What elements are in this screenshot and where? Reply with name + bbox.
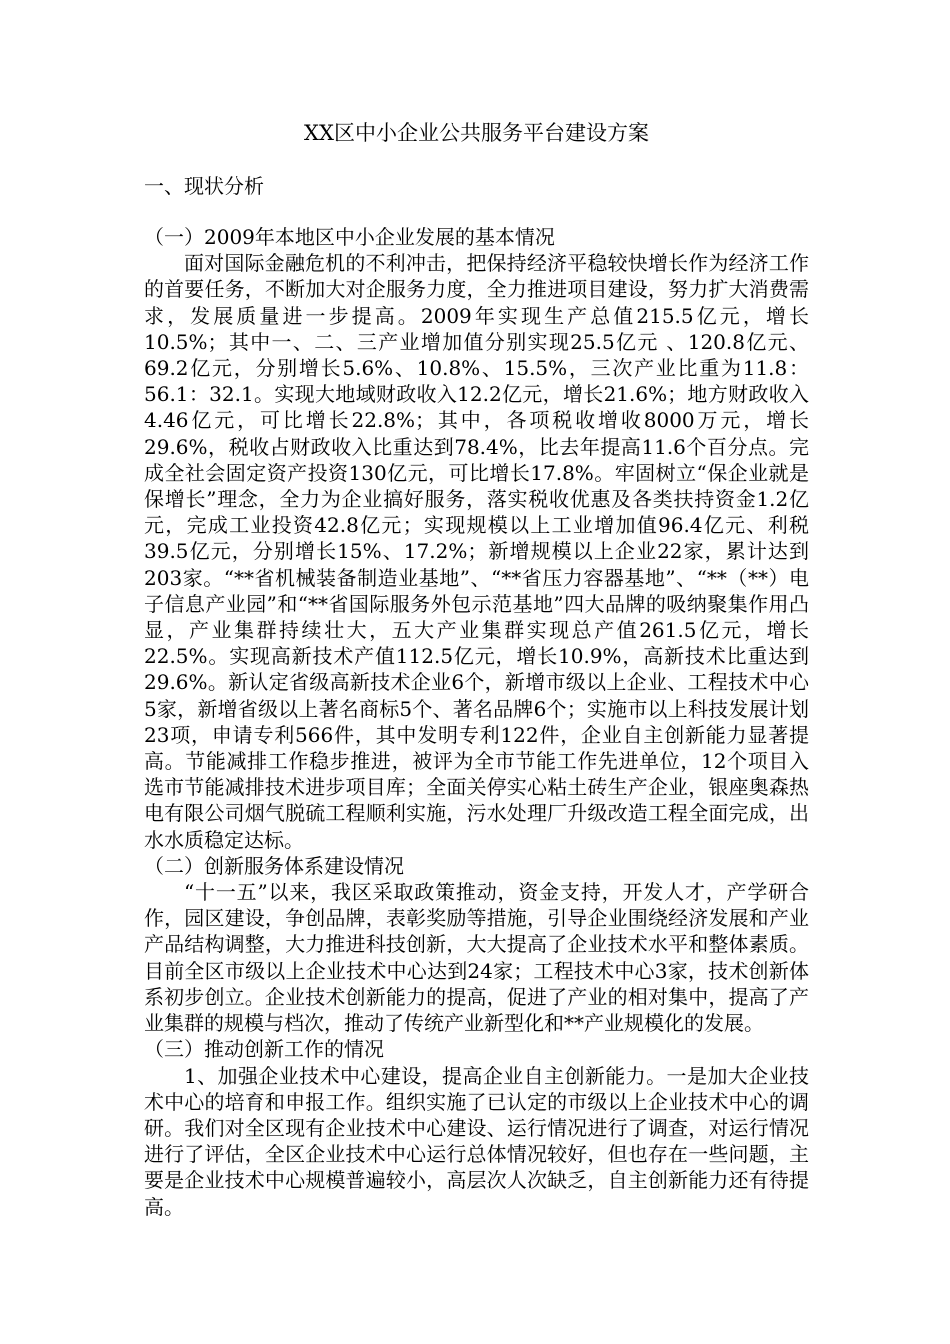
paragraph-basic-situation: 面对国际金融危机的不利冲击，把保持经济平稳较快增长作为经济工作的首要任务，不断加大对企服务力度，全力推进项目建设，努力扩大消费需求，发展质量进一步提高。2009年实现生产总值215.5亿元，增长10.5%；其中一、二、三产业增加值分别实现25.5亿元 、120.8亿元、69.2亿元，分别增长5.6%、10.8%、15.5%，三次产业比重为11.8：56.1：32.1。实现大地域财政收入12.2亿元，增长21.6%；地方财政收入4.46亿元，可比增长22.8%；其中，各项税收增收8000万元，增长29.6%，税收占财政收入比重达到78.4%，比去年提高11.6个百分点。完成全社会固定资产投资130亿元，可比增长17.8%。牢固树立“保企业就是保增长”理念，全力为企业搞好服务，落实税收优惠及各类扶持资金1.2亿元，完成工业投资42.8亿元；实现规模以上工业增加值96.4亿元、利税39.5亿元，分别增长15%、17.2%；新增规模以上企业22家，累计达到203家。“**省机械装备制造业基地”、“**省压力容器基地”、“**（**）电子信息产业园”和“**省国际服务外包示范基地”四大品牌的吸纳聚集作用凸显，产业集群持续壮大，五大产业集群实现总产值261.5亿元，增长22.5%。实现高新技术产值112.5亿元，增长10.9%，高新技术比重达到29.6%。新认定省级高新技术企业6个，新增市级以上企业、工程技术中心5家，新增省级以上著名商标5个、著名品牌6个；实施市以上科技发展计划23项，申请专利566件，其中发明专利122件，企业自主创新能力显著提高。节能减排工作稳步推进，被评为全市节能工作先进单位，12个项目入选市节能减排技术进步项目库；全面关停实心粘土砖生产企业，银座奥森热电有限公司烟气脱硫工程顺利实施，污水处理厂升级改造工程全面完成，出水水质稳定达标。 [144,251,809,852]
document-page [144,118,809,1220]
paragraph-promote-innovation: 1、加强企业技术中心建设，提高企业自主创新能力。一是加大企业技术中心的培育和申报工作。组织实施了已认定的市级以上企业技术中心的调研。我们对全区现有企业技术中心建设、运行情况进行了调查，对运行情况进行了评估，全区企业技术中心运行总体情况较好，但也存在一些问题，主要是企业技术中心规模普遍较小，高层次人次缺乏，自主创新能力还有待提高。 [144,1063,809,1219]
paragraph-innovation-service: “十一五”以来，我区采取政策推动，资金支持，开发人才，产学研合作，园区建设，争创品牌，表彰奖励等措施，引导企业围绕经济发展和产业产品结构调整，大力推进科技创新，大大提高了企业技术水平和整体素质。目前全区市级以上企业技术中心达到24家；工程技术中心3家，技术创新体系初步创立。企业技术创新能力的提高，促进了产业的相对集中，提高了产业集群的规模与档次，推动了传统产业新型化和**产业规模化的发展。 [144,880,809,1036]
subsection-heading-basic-situation: （一）2009年本地区中小企业发展的基本情况 [144,225,555,249]
subsection-heading-promote-innovation: （三）推动创新工作的情况 [144,1037,384,1062]
document-title: XX区中小企业公共服务平台建设方案 [304,121,649,145]
section-heading-status-analysis: 一、现状分析 [144,174,264,198]
subsection-heading-innovation-service: （二）创新服务体系建设情况 [144,853,404,878]
